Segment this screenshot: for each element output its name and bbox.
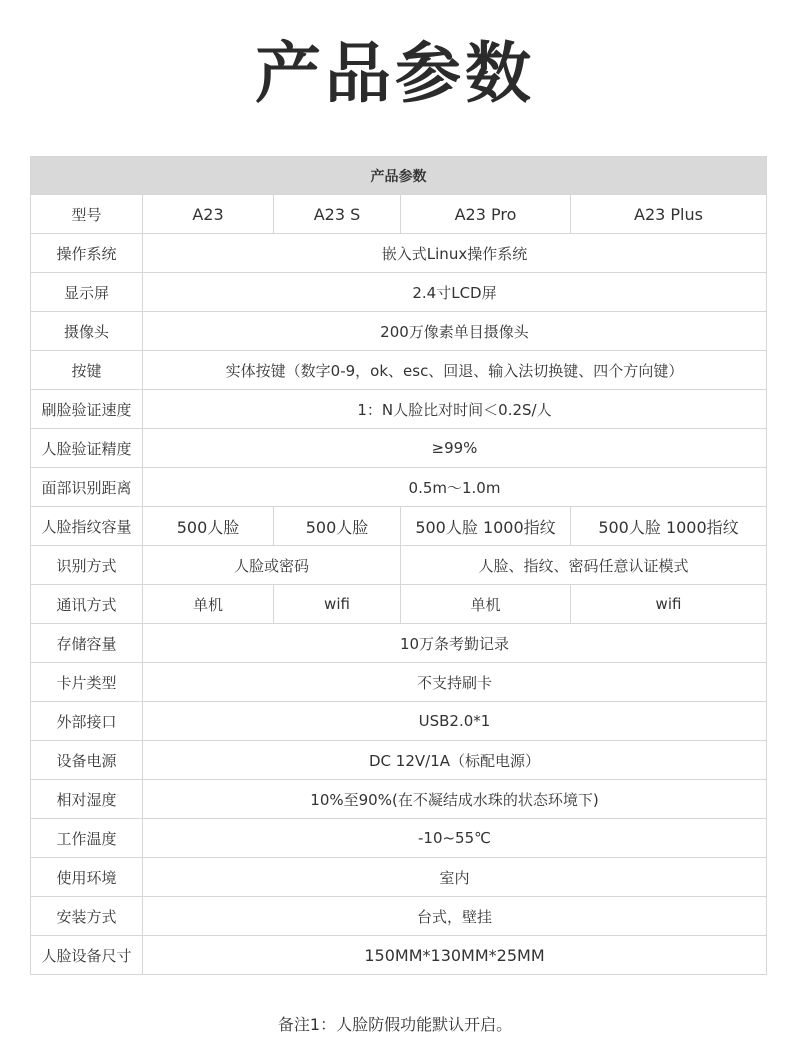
row-value: 1：N人脸比对时间＜0.2S/人 [143,390,767,429]
row-value: 台式，壁挂 [143,897,767,936]
row-label: 通讯方式 [31,585,143,624]
row-value: 不支持刷卡 [143,663,767,702]
recognition-cell: 人脸或密码 [143,546,401,585]
model-cell: A23 [143,195,274,234]
row-label: 人脸验证精度 [31,429,143,468]
row-value: DC 12V/1A（标配电源） [143,741,767,780]
spec-row [31,702,767,741]
table-header-row [31,157,767,195]
row-label: 显示屏 [31,273,143,312]
row-label: 按键 [31,351,143,390]
row-value: 10%至90%(在不凝结成水珠的状态环境下) [143,780,767,819]
capacity-row [31,507,767,546]
row-label: 人脸设备尺寸 [31,936,143,975]
model-row [31,195,767,234]
row-label: 存储容量 [31,624,143,663]
recognition-cell: 人脸、指纹、密码任意认证模式 [401,546,767,585]
page-title: 产品参数 [255,35,535,112]
row-label: 识别方式 [31,546,143,585]
spec-table [30,156,767,975]
row-value: USB2.0*1 [143,702,767,741]
row-value: 150MM*130MM*25MM [143,936,767,975]
spec-row [31,780,767,819]
comm-cell: 单机 [143,585,274,624]
row-value: 实体按键（数字0-9，ok、esc、回退、输入法切换键、四个方向键） [143,351,767,390]
row-value: 10万条考勤记录 [143,624,767,663]
footnote: 备注1：人脸防假功能默认开启。 [277,1015,513,1034]
spec-row [31,624,767,663]
row-label: 使用环境 [31,858,143,897]
row-label: 设备电源 [31,741,143,780]
row-label: 人脸指纹容量 [31,507,143,546]
capacity-cell: 500人脸 1000指纹 [401,507,571,546]
capacity-cell: 500人脸 [143,507,274,546]
row-label: 外部接口 [31,702,143,741]
spec-row [31,936,767,975]
model-cell: A23 Plus [571,195,767,234]
spec-table-body [31,157,767,975]
spec-row [31,819,767,858]
comm-cell: wifi [571,585,767,624]
row-label: 操作系统 [31,234,143,273]
row-value: 200万像素单目摄像头 [143,312,767,351]
comm-cell: 单机 [401,585,571,624]
row-label: 相对湿度 [31,780,143,819]
row-label: 面部识别距离 [31,468,143,507]
row-value: 嵌入式Linux操作系统 [143,234,767,273]
comm-row [31,585,767,624]
row-label: 刷脸验证速度 [31,390,143,429]
spec-row [31,390,767,429]
row-value: 2.4寸LCD屏 [143,273,767,312]
row-label: 工作温度 [31,819,143,858]
model-cell: A23 S [274,195,401,234]
row-value: 室内 [143,858,767,897]
spec-row [31,858,767,897]
spec-row [31,351,767,390]
spec-row [31,663,767,702]
recognition-row [31,546,767,585]
row-label: 摄像头 [31,312,143,351]
spec-row [31,273,767,312]
model-cell: A23 Pro [401,195,571,234]
spec-row [31,312,767,351]
spec-row [31,897,767,936]
spec-row [31,429,767,468]
spec-row [31,468,767,507]
row-label: 卡片类型 [31,663,143,702]
spec-row [31,741,767,780]
row-value: 0.5m～1.0m [143,468,767,507]
row-value: ≥99% [143,429,767,468]
row-label: 型号 [31,195,143,234]
spec-row [31,234,767,273]
comm-cell: wifi [274,585,401,624]
table-header: 产品参数 [31,157,767,195]
capacity-cell: 500人脸 1000指纹 [571,507,767,546]
capacity-cell: 500人脸 [274,507,401,546]
row-label: 安装方式 [31,897,143,936]
row-value: -10~55℃ [143,819,767,858]
